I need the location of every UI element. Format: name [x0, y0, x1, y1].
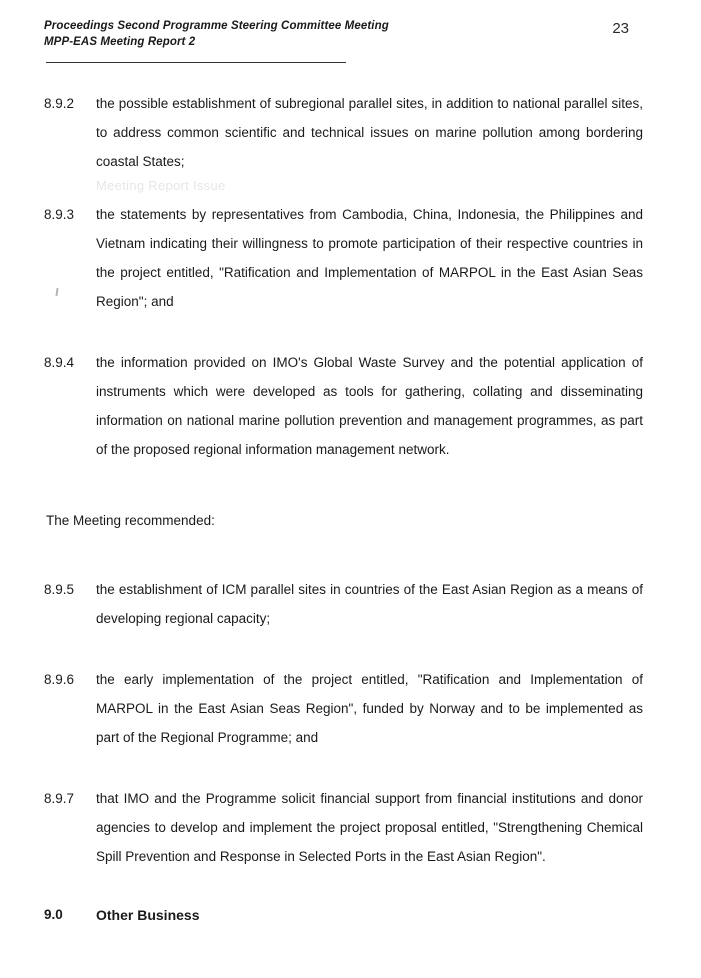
page-header [44, 18, 645, 50]
list-item [44, 575, 645, 633]
item-number: 8.9.7 [44, 791, 75, 806]
page-number: 23 [612, 20, 629, 37]
spacer [44, 488, 645, 506]
section-title: Other Business [96, 907, 200, 923]
intro-paragraph: The Meeting recommended: [46, 513, 215, 528]
item-number: 8.9.2 [44, 96, 75, 111]
list-item [44, 665, 645, 752]
section-heading [44, 903, 645, 927]
item-text: the information provided on IMO's Global Waste Survey and the potential application of instruments which were developed as tools for gathering, collating and disseminating information on national marine pollution prevention and management programmes, as part of the proposed regional information management network. [96, 355, 643, 457]
list-item [44, 200, 645, 316]
header-divider [46, 62, 346, 63]
header-line-1: Proceedings Second Programme Steering Committee Meeting [44, 20, 389, 32]
header-line-2: MPP-EAS Meeting Report 2 [44, 36, 196, 48]
item-text: the statements by representatives from Cambodia, China, Indonesia, the Philippines and Vietnam indicating their willingness to promote participation of their respective countries in the project entitled, "Ratification and Implementation of MARPOL in the East Asian Seas Region"; and [96, 207, 643, 309]
item-text: the possible establishment of subregional parallel sites, in addition to national parallel sites, to address common scientific and technical issues on marine pollution among bordering coastal States; [96, 96, 643, 169]
item-text: the establishment of ICM parallel sites in countries of the East Asian Region as a means of developing regional capacity; [96, 582, 643, 626]
item-number: 8.9.5 [44, 582, 75, 597]
list-item [44, 89, 645, 176]
spacer [44, 340, 645, 348]
item-text: the early implementation of the project entitled, "Ratification and Implementation of MARPOL in the East Asian Seas Region", funded by Norway and to be implemented as part of the Regional Programme; and [96, 672, 643, 745]
item-number: 8.9.4 [44, 355, 75, 370]
spacer [44, 557, 645, 575]
spacer [44, 657, 645, 665]
item-text: that IMO and the Programme solicit financial support from financial institutions and donor agencies to develop and implement the project proposal entitled, "Strengthening Chemical Spill Prevention and Response in Selected Ports in the East Asian Region". [96, 791, 643, 864]
item-number: 8.9.3 [44, 207, 75, 222]
list-item [44, 348, 645, 464]
spacer [44, 776, 645, 784]
list-item [44, 784, 645, 871]
page-body [44, 89, 645, 927]
item-number: 8.9.6 [44, 672, 75, 687]
section-number: 9.0 [44, 907, 63, 922]
scan-artifact-text: Meeting Report Issue [96, 178, 226, 193]
header-title-block [44, 18, 389, 50]
